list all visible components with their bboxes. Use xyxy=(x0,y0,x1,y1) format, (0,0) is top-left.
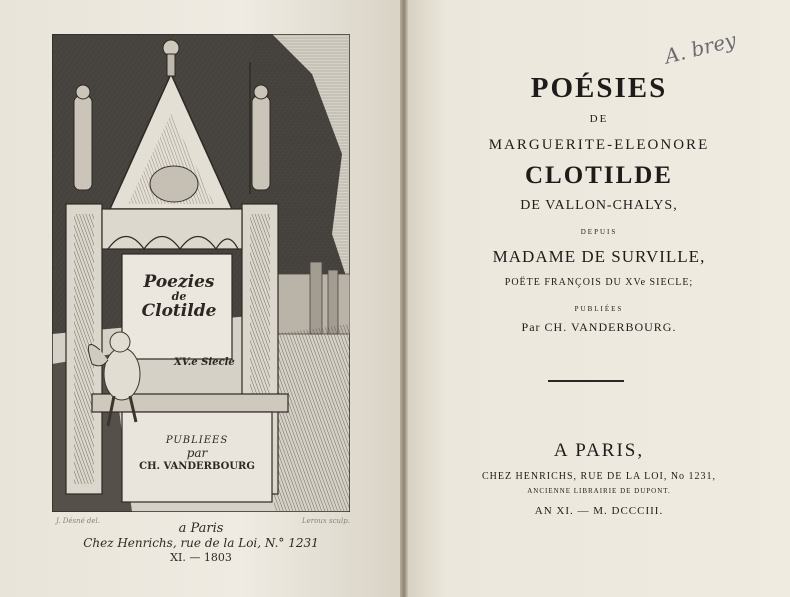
depuis: DEPUIS xyxy=(580,228,618,236)
imprint-date: AN XI. — M. DCCCIII. xyxy=(534,505,664,517)
plate-publiees: PUBLIEES xyxy=(165,435,229,446)
married-name: MADAME DE SURVILLE, xyxy=(492,247,706,266)
family-name: DE VALLON-CHALYS, xyxy=(520,198,678,213)
owner-signature: A. brey xyxy=(662,27,739,69)
frontispiece-imprint-publisher: Chez Henrichs, rue de la Loi, N.° 1231 xyxy=(83,536,319,550)
engraving-credit-left: J. Désné del. xyxy=(56,517,101,525)
title-de: DE xyxy=(589,113,609,125)
full-name-line: MARGUERITE-ELEONORE xyxy=(488,137,710,153)
ornamental-rule xyxy=(548,380,624,382)
plate-de: de xyxy=(171,290,187,303)
plate-title: Poezies xyxy=(143,272,215,292)
book-gutter xyxy=(400,0,408,597)
plate-name: Clotilde xyxy=(141,301,217,321)
imprint-publisher: CHEZ HENRICHS, RUE DE LA LOI, No 1231, xyxy=(481,471,717,482)
imprint-city: A PARIS, xyxy=(553,440,645,461)
editor: Par CH. VANDERBOURG. xyxy=(521,320,677,334)
plate-par: par xyxy=(186,446,208,460)
frontispiece-imprint-date: XI. — 1803 xyxy=(170,551,232,564)
frontispiece-imprint-city: a Paris xyxy=(178,521,224,536)
main-name: CLOTILDE xyxy=(525,162,673,189)
plate-century: XV.e Siecle xyxy=(174,357,235,368)
engraving-credit-right: Leroux sculp. xyxy=(302,517,350,525)
title: POÉSIES xyxy=(530,72,668,104)
frontispiece-engraving xyxy=(52,34,350,512)
descriptor: POËTE FRANÇOIS DU XVe SIECLE; xyxy=(504,277,694,288)
plate-editor: CH. VANDERBOURG xyxy=(139,461,255,472)
imprint-former-library: ANCIENNE LIBRAIRIE DE DUPONT. xyxy=(527,487,671,495)
publiees: PUBLIÉES xyxy=(574,305,624,313)
